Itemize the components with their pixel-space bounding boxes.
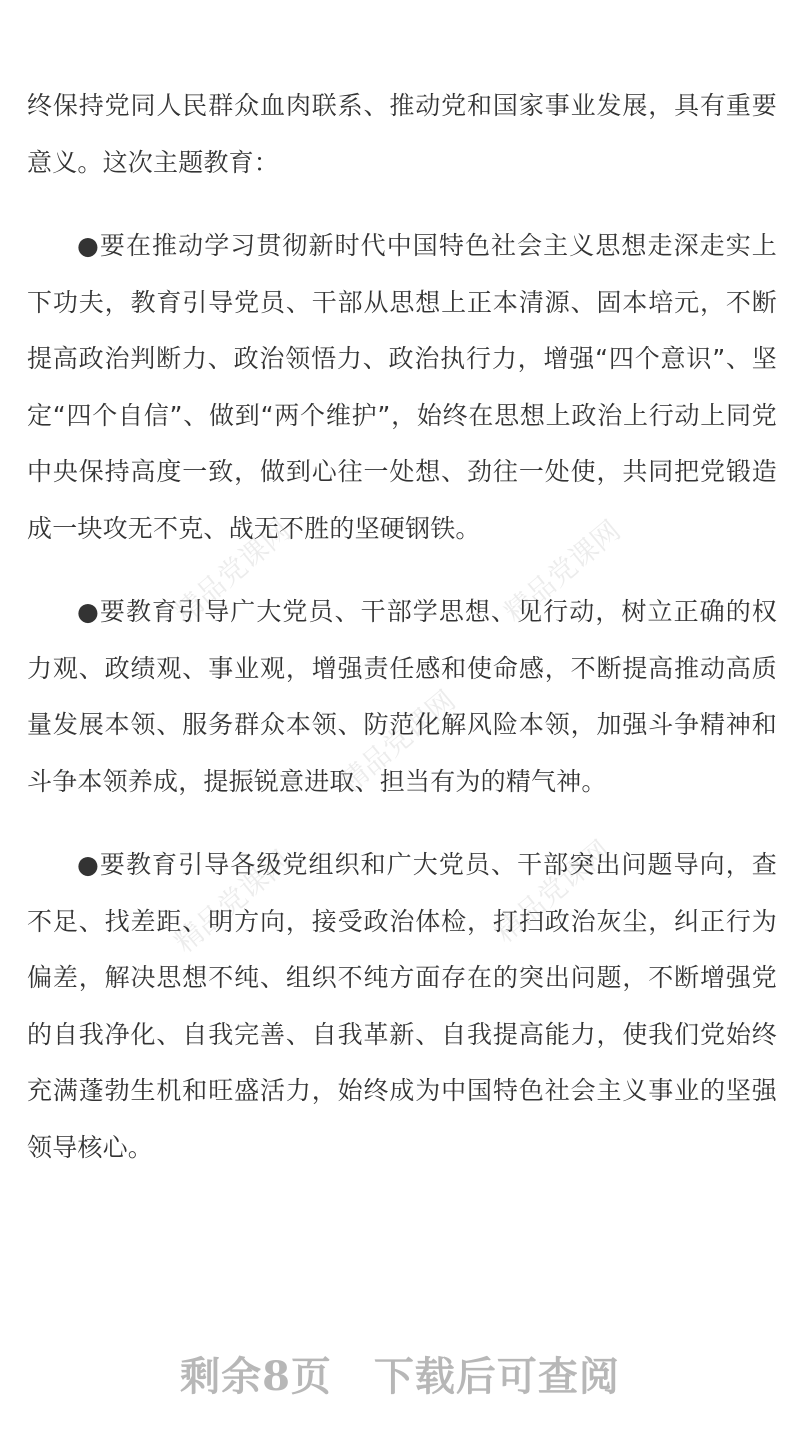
watermark-2: 精品党课网 <box>498 513 627 630</box>
watermark-4: 精品党课网 <box>168 843 297 960</box>
remaining-pages-label: 剩余8页 <box>180 1352 332 1400</box>
watermark-1: 精品党课网 <box>168 513 297 630</box>
document-body <box>27 78 777 1203</box>
paragraph-point-1: ●要在推动学习贯彻新时代中国特色社会主义思想走深走实上下功夫，教育引导党员、干部从思想上正本清源、固本培元，不断提高政治判断力、政治领悟力、政治执行力，增强“四个意识”、坚定“四个自信”、做到“两个维护”，始终在思想上政治上行动上同党中央保持高度一致，做到心往一处想、劲往一处使，共同把党锻造成一块攻无不克、战无不胜的坚硬钢铁。 <box>27 231 777 543</box>
download-to-view-label: 下载后可查阅 <box>373 1352 620 1400</box>
download-prompt[interactable] <box>0 1343 800 1403</box>
paragraph-point-3: ●要教育引导各级党组织和广大党员、干部突出问题导向，查不足、找差距、明方向，接受政治体检，打扫政治灰尘，纠正行为偏差，解决思想不纯、组织不纯方面存在的突出问题，不断增强党的自我净化、自我完善、自我革新、自我提高能力，使我们党始终充满蓬勃生机和旺盛活力，始终成为中国特色社会主义事业的坚强领导核心。 <box>27 850 777 1162</box>
watermark-5: 精品党课网 <box>488 833 617 950</box>
paragraph-intro: 终保持党同人民群众血肉联系、推动党和国家事业发展，具有重要意义。这次主题教育： <box>27 91 777 177</box>
paragraph-point-2: ●要教育引导广大党员、干部学思想、见行动，树立正确的权力观、政绩观、事业观，增强责任感和使命感，不断提高推动高质量发展本领、服务群众本领、防范化解风险本领，加强斗争精神和斗争本领养成，提振锐意进取、担当有为的精气神。 <box>27 597 777 796</box>
watermark-3: 精品党课网 <box>333 683 462 800</box>
